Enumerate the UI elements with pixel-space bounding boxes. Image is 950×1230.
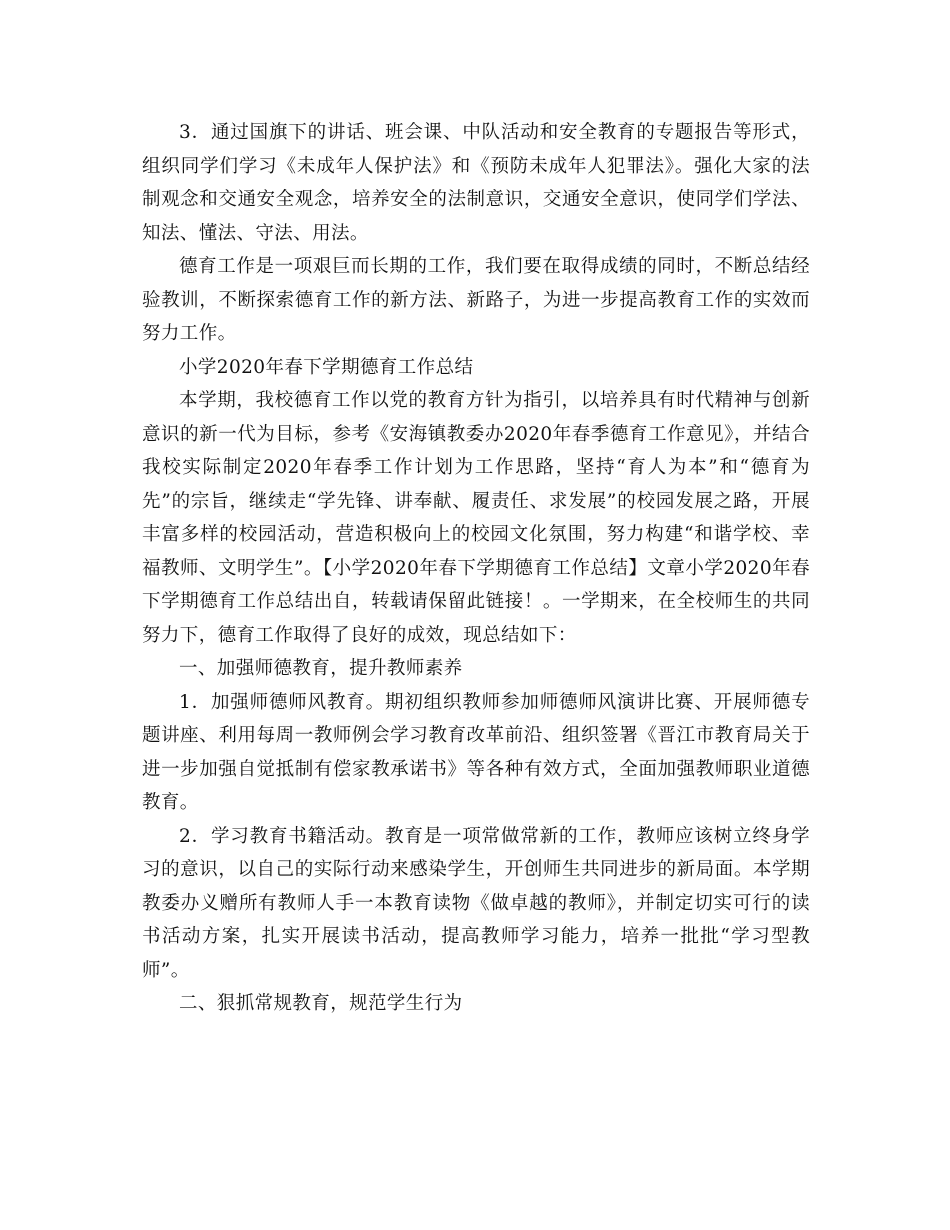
heading-routine-education: 二、狠抓常规教育，规范学生行为 <box>179 993 463 1014</box>
paragraph-semester-intro: 本学期，我校德育工作以党的教育方针为指引，以培养具有时代精神与创新意识的新一代为目标，参考《安海镇教委办2020年春季德育工作意见》，并结合我校实际制定2020年春季工作计划为工作思路，坚持“育人为本”和“德育为先”的宗旨，继续走“学先锋、讲奉献、履责任、求发展”的校园发展之路，开展丰富多样的校园活动，营造积极向上的校园文化氛围，努力构建“和谐学校、幸福教师、文明学生”。【小学2020年春下学期德育工作总结】文章小学2020年春下学期德育工作总结出自，转载请保留此链接！。一学期来，在全校师生的共同努力下，德育工作取得了良好的成效，现总结如下： <box>142 390 810 646</box>
heading-teacher-ethics: 一、加强师德教育，提升教师素养 <box>179 658 463 679</box>
section-title: 小学2020年春下学期德育工作总结 <box>179 356 474 378</box>
document-body <box>142 116 810 1021</box>
paragraph-moral-work-conclusion: 德育工作是一项艰巨而长期的工作，我们要在取得成绩的同时，不断总结经验教训，不断探索德育工作的新方法、新路子，为进一步提高教育工作的实效而努力工作。 <box>142 256 810 344</box>
paragraph-law-education: 3．通过国旗下的讲话、班会课、中队活动和安全教育的专题报告等形式，组织同学们学习《未成年人保护法》和《预防未成年人犯罪法》。强化大家的法制观念和交通安全观念，培养安全的法制意识，交通安全意识，使同学们学法、知法、懂法、守法、用法。 <box>142 122 810 244</box>
paragraph-ethics-education: 1．加强师德师风教育。期初组织教师参加师德师风演讲比赛、开展师德专题讲座、利用每周一教师例会学习教育改革前沿、组织签署《晋江市教育局关于进一步加强自觉抵制有偿家教承诺书》等各种有效方式，全面加强教师职业道德教育。 <box>142 691 810 813</box>
paragraph-book-study: 2．学习教育书籍活动。教育是一项常做常新的工作，教师应该树立终身学习的意识，以自己的实际行动来感染学生，开创师生共同进步的新局面。本学期教委办义赠所有教师人手一本教育读物《做卓越的教师》，并制定切实可行的读书活动方案，扎实开展读书活动，提高教师学习能力，培养一批批“学习型教师”。 <box>142 825 810 981</box>
